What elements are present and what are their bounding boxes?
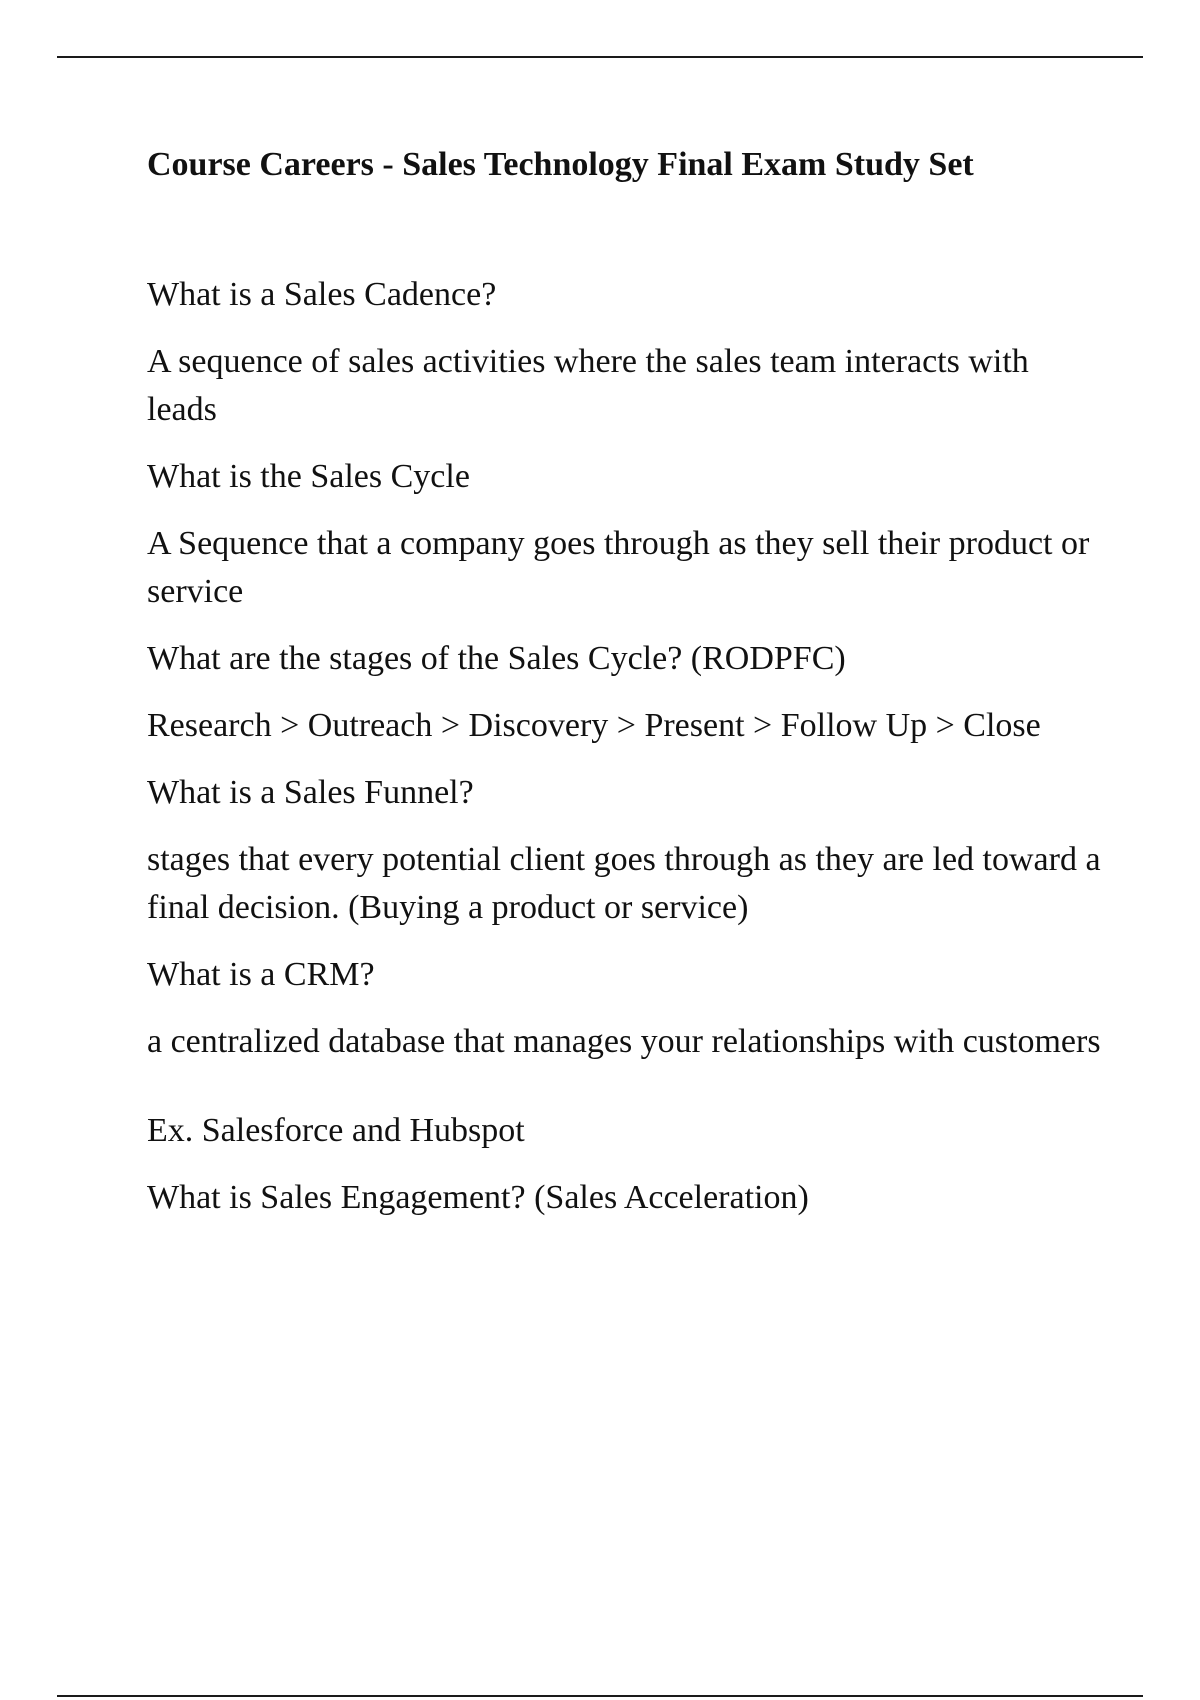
answer-sales-funnel: stages that every potential client goes through as they are led toward a final decision. (Buying a product or service) <box>147 841 1101 926</box>
question-crm: What is a CRM? <box>147 956 375 993</box>
answer-crm: a centralized database that manages your relationships with customers <box>147 1023 1101 1060</box>
footer-rule <box>57 1695 1143 1697</box>
document-body <box>147 141 1107 1241</box>
header-rule <box>57 56 1143 58</box>
answer-crm-example: Ex. Salesforce and Hubspot <box>147 1112 525 1149</box>
question-sales-engagement: What is Sales Engagement? (Sales Acceleration) <box>147 1179 809 1216</box>
question-sales-cycle: What is the Sales Cycle <box>147 458 470 495</box>
answer-sales-cycle: A Sequence that a company goes through as they sell their product or service <box>147 525 1090 610</box>
question-sales-cycle-stages: What are the stages of the Sales Cycle? (RODPFC) <box>147 640 846 677</box>
study-set-list <box>147 271 1107 1222</box>
answer-sales-cadence: A sequence of sales activities where the sales team interacts with leads <box>147 343 1029 428</box>
question-sales-cadence: What is a Sales Cadence? <box>147 276 497 313</box>
document-title: Course Careers - Sales Technology Final Exam Study Set <box>147 146 974 183</box>
question-sales-funnel: What is a Sales Funnel? <box>147 774 474 811</box>
answer-sales-cycle-stages: Research > Outreach > Discovery > Present > Follow Up > Close <box>147 707 1041 744</box>
